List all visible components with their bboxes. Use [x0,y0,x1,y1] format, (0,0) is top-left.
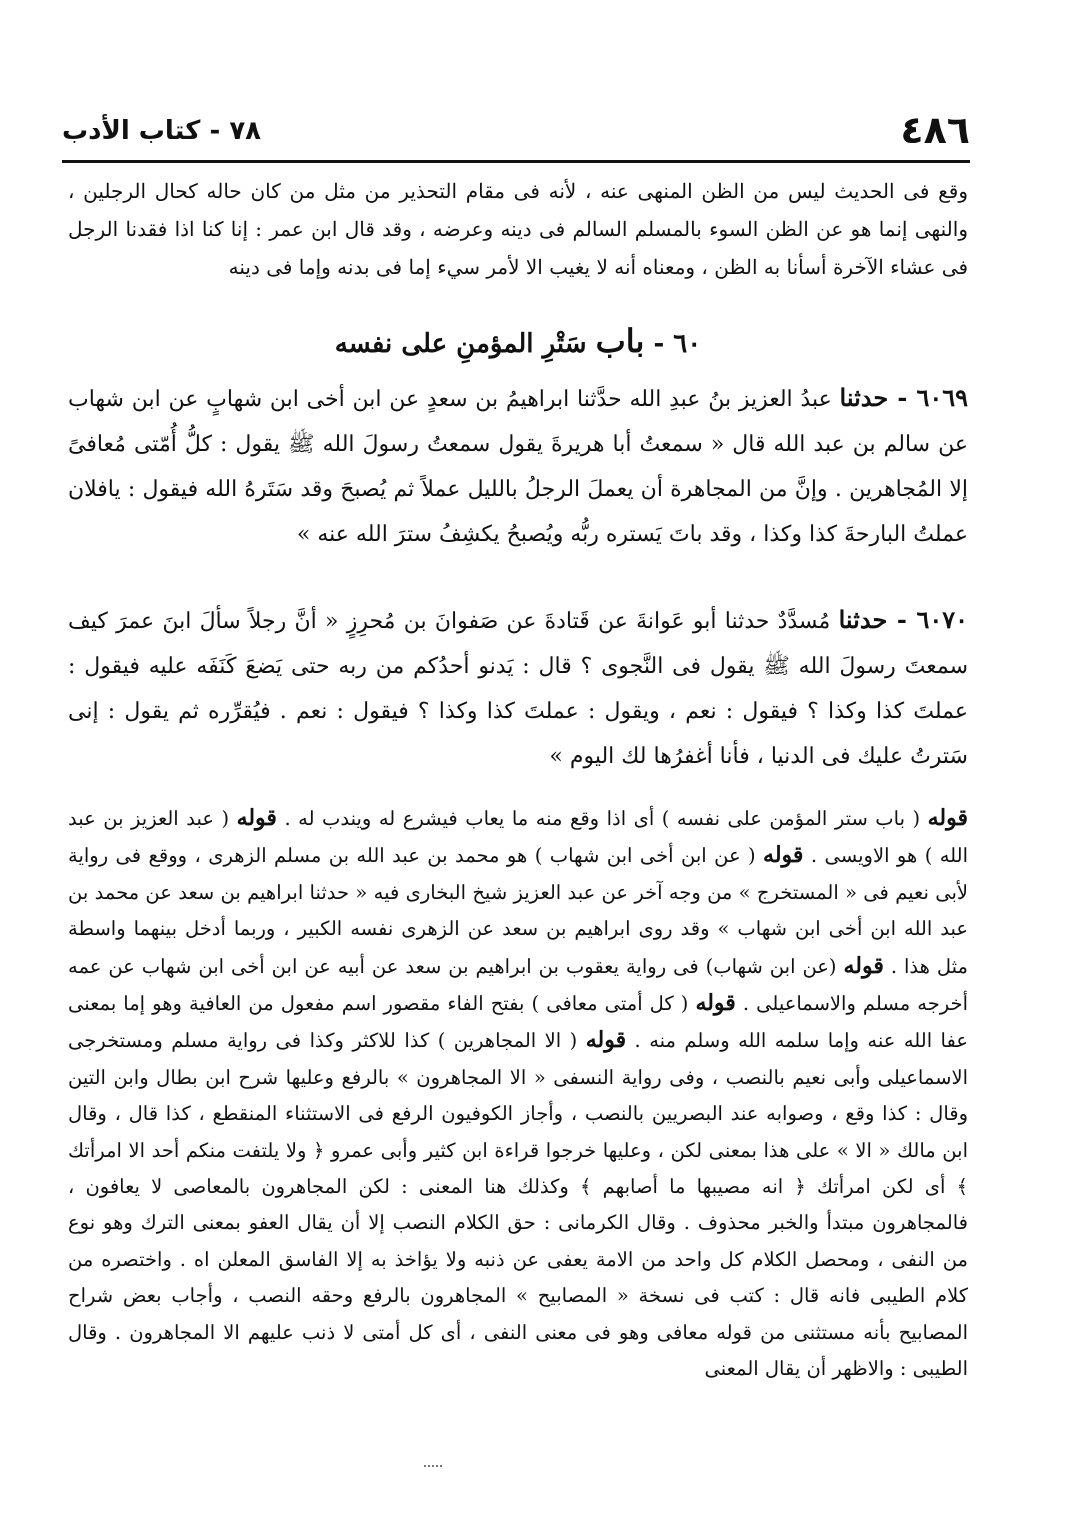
qawluh-marker: قوله [927,805,969,831]
commentary-paragraph [68,800,968,1388]
chapter-number: ٦٠ - [653,329,702,359]
commentary-segment: ( عبد العزيز بن عبد الله ) هو الاويسى . [68,807,968,868]
qawluh-marker: قوله [236,805,277,831]
qawluh-marker: قوله [695,990,736,1017]
hadith-text: عبدُ العزيز بنُ عبدِ الله حدَّثنا ابراهيمُ بن سعدٍ عن ابن أخى ابن شهابٍ عن ابن شهاب عن سالم بن عبد الله قال « سمعتُ أبا هريرةَ يقول سمعتُ رسولَ الله ﷺ يقول : كلُّ أُمّتى مُعافىً إلا المُجاهرين . وإنَّ من المجاهرة أن يعملَ الرجلُ بالليل عملاً ثم يُصبحَ وقد سَتَرهُ الله فيقول : يافلان عملتُ البارحةَ كذا وكذا ، وقد باتَ يَستره ربُّه ويُصبحُ يكشِفُ سترَ الله عنه » [68,387,968,547]
qawluh-marker: قوله [585,1027,627,1054]
chapter-heading [68,322,968,360]
qawluh-marker: قوله [763,842,804,869]
chapter-title: سَتْرِ المؤمنِ على نفسه [334,329,587,359]
footer-mark [424,1465,442,1469]
qawluh-marker: قوله [843,952,884,979]
commentary-segment: ( عن ابن أخى ابن شهاب ) هو محمد بن عبد الله بن مسلم الزهرى ، ووقع فى رواية لأبى نعيم فى « المستخرج » من وجه آخر عن عبد العزيز شيخ البخارى فيه « حدثنا ابراهيم بن سعد عن محمد بن عبد الله ابن أخى ابن شهاب » وقد روى ابراهيم بن سعد عن الزهرى نفسه الكبير ، وربما أدخل بينهما واسطة مثل هذا . [68,844,969,978]
intro-paragraph: وقع فى الحديث ليس من الظن المنهى عنه ، لأنه فى مقام التحذير من مثل من كان حاله كحال الرجلين ، والنهى إنما هو عن الظن السوء بالمسلم السالم فى دينه وعرضه ، وقد قال ابن عمر : إنا كنا اذا فقدنا الرجل فى عشاء الآخرة أسأنا به الظن ، ومعناه أنه لا يغيب الا لأمر سيء إما فى بدنه وإما فى دينه [68,179,968,279]
hadith-6070 [68,597,968,779]
hadith-text: مُسدَّدٌ حدثنا أبو عَوانةَ عن قَتادةَ عن صَفوانَ بن مُحرِزٍ « أنَّ رجلاً سألَ ابنَ عمرَ كيف سمعتَ رسولَ الله ﷺ يقول فى النَّجوى ؟ قال : يَدنو أحدُكم من ربه حتى يَضعَ كَنَفَه عليه فيقول : عملتَ كذا وكذا ؟ فيقول : نعم ، ويقول : عملتَ كذا وكذا ؟ فيقول : نعم . فيُقرِّره ثم يقول : إنى سَترتُ عليك فى الدنيا ، فأنا أغفرُها لك اليوم » [68,609,968,769]
hadith-number-lead: ٦٠٦٩ - حدثنا [839,383,969,412]
page-header [62,108,970,160]
chapter-word-bab: باب [595,322,645,360]
commentary-segment: (عن ابن شهاب) فى رواية يعقوب بن ابراهيم بن سعد عن أبيه عن ابن أخى ابن شهاب عن عمه أخرجه مسلم والاسماعيلى . [68,954,968,1016]
commentary-segment: ( باب ستر المؤمن على نفسه ) أى اذا وقع منه ما يعاب فيشرع له ويندب له . [276,807,928,830]
running-title: ٧٨ - كتاب الأدب [62,116,262,146]
page-number: ٤٨٦ [900,108,970,152]
hadith-6069 [68,375,968,557]
header-divider [62,160,970,163]
commentary-segment: ( كل أمتى معافى ) بفتح الفاء مقصور اسم مفعول من العافية وهو إما بمعنى عفا الله عنه وإما سلمه الله وسلم منه . [68,992,968,1053]
commentary-segment: ( الا المجاهرين ) كذا للاكثر وكذا فى رواية مسلم ومستخرجى الاسماعيلى وأبى نعيم بالنصب ، وفى رواية النسفى « الا المجاهرون » بالرفع وعليها شرح ابن بطال وابن التين وقال : كذا وقع ، وصوابه عند البصريين بالنصب ، وأجاز الكوفيون الرفع فى الاستثناء المنقطع ، كذا قال ، وقال ابن مالك « الا » على هذا بمعنى لكن ، وعليها خرجوا قراءة ابن كثير وأبى عمرو ﴿ ولا يلتفت منكم أحد الا امرأتك ﴾ أى لكن امرأتك ﴿ انه مصيبها ما أصابهم ﴾ وكذلك هنا المعنى : لكن المجاهرون بالمعاصى لا يعافون ، فالمجاهرون مبتدأ والخبر محذوف . وقال الكرمانى : حق الكلام النصب إلا أن يقال العفو بمعنى الترك وهو نوع من النفى ، ومحصل الكلام كل واحد من الامة يعفى عن ذنبه ولا يؤاخذ به إلا الفاسق المعلن اه . واختصره من كلام الطيبى فانه قال : كتب فى نسخة « المصابيح » المجاهرون بالرفع وحقه النصب ، وأجاب بعض شراح المصابيح بأنه مستثنى من قوله معافى وهو فى معنى النفى ، أى كل أمتى لا ذنب عليهم الا المجاهرون . وقال الطيبى : والاظهر أن يقال المعنى [68,1029,968,1381]
hadith-number-lead: ٦٠٧٠ - حدثنا [838,605,969,634]
